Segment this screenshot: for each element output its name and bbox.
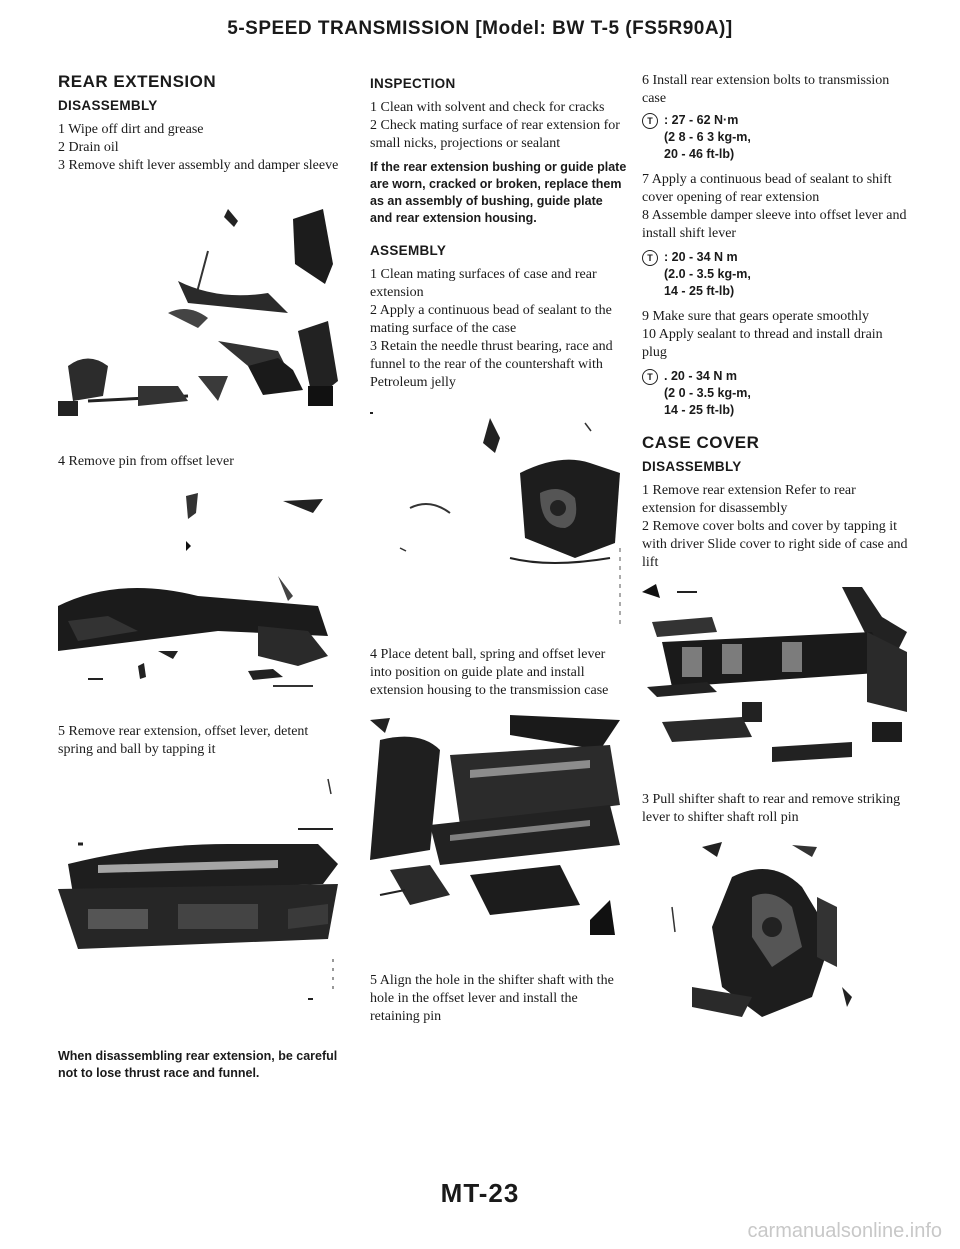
figure-case-cover: [642, 582, 910, 777]
figure-shift-lever: [58, 181, 340, 439]
torque-wrench-icon: T: [642, 113, 658, 129]
step-item: 5 Align the hole in the shifter shaft with the hole in the offset lever and install the retaining pin: [370, 973, 614, 1024]
step-item: 3 Remove shift lever assembly and damper sleeve: [58, 158, 339, 173]
step-item: 1 Clean with solvent and check for cracks: [370, 100, 605, 115]
inspection-note: If the rear extension bushing or guide plate are worn, cracked or broken, replace them as an assembly of bushing, guide plate and rear extension housing.: [370, 160, 627, 225]
step-item: 3 Retain the needle thrust bearing, race and funnel to the rear of the countershaft with Petroleum jelly: [370, 339, 613, 390]
torque-spec: [642, 368, 910, 419]
step-item: 4 Place detent ball, spring and offset lever into position on guide plate and install extension housing to the transmission case: [370, 647, 609, 698]
column-middle: [370, 72, 628, 1026]
torque-value: 20 - 46 ft-lb): [664, 147, 735, 161]
figure-detent-ball: [370, 710, 628, 960]
figure-thrust-bearing: [370, 398, 628, 636]
torque-value: (2 0 - 3.5 kg-m,: [664, 386, 751, 400]
step-item: 6 Install rear extension bolts to transmission case: [642, 73, 890, 106]
step-item: 1 Wipe off dirt and grease: [58, 122, 204, 137]
step-item: 4 Remove pin from offset lever: [58, 454, 234, 469]
torque-value: 14 - 25 ft-lb): [664, 284, 735, 298]
step-item: 2 Remove cover bolts and cover by tapping it with driver Slide cover to right side of case and lift: [642, 519, 908, 570]
torque-spec: [642, 112, 910, 163]
subheading-disassembly: DISASSEMBLY: [58, 98, 158, 113]
step-item: 2 Check mating surface of rear extension for small nicks, projections or sealant: [370, 118, 620, 151]
page-header: 5-SPEED TRANSMISSION [Model: BW T-5 (FS5R90A)]: [227, 18, 733, 39]
torque-value: (2 8 - 6 3 kg-m,: [664, 130, 751, 144]
subheading-assembly: ASSEMBLY: [370, 243, 447, 258]
step-list: [58, 121, 340, 175]
figure-shifter-shaft: [642, 837, 910, 1037]
step-item: 2 Apply a continuous bead of sealant to the mating surface of the case: [370, 303, 612, 336]
step-item: 5 Remove rear extension, offset lever, detent spring and ball by tapping it: [58, 724, 309, 757]
section-title-case-cover: CASE COVER: [642, 433, 760, 452]
step-list: [642, 171, 910, 243]
figure-offset-lever-pin: [58, 481, 340, 711]
step-item: 8 Assemble damper sleeve into offset lever and install shift lever: [642, 208, 907, 241]
torque-wrench-icon: T: [642, 250, 658, 266]
step-item: 2 Drain oil: [58, 140, 119, 155]
step-item: 1 Clean mating surfaces of case and rear extension: [370, 267, 597, 300]
step-item: 9 Make sure that gears operate smoothly: [642, 309, 870, 324]
subheading-inspection: INSPECTION: [370, 76, 456, 91]
figure-rear-extension-removal: [58, 769, 340, 1034]
section-title-rear-extension: REAR EXTENSION: [58, 72, 217, 91]
torque-value: : 20 - 34 N m: [664, 250, 738, 264]
step-list: [370, 266, 628, 392]
torque-value: (2.0 - 3.5 kg-m,: [664, 267, 751, 281]
step-item: 1 Remove rear extension Refer to rear extension for disassembly: [642, 483, 856, 516]
watermark: carmanualsonline.info: [747, 1220, 942, 1242]
step-item: 10 Apply sealant to thread and install drain plug: [642, 327, 883, 360]
torque-spec: [642, 249, 910, 300]
subheading-disassembly: DISASSEMBLY: [642, 459, 742, 474]
page-number: MT-23: [440, 1178, 520, 1208]
column-left: [58, 72, 340, 1092]
step-list: [642, 308, 910, 362]
column-right: [642, 72, 910, 1037]
torque-value: . 20 - 34 N m: [664, 369, 737, 383]
step-list: [370, 99, 628, 153]
step-item: 7 Apply a continuous bead of sealant to shift cover opening of rear extension: [642, 172, 892, 205]
caution-note: When disassembling rear extension, be careful not to lose thrust race and funnel.: [58, 1049, 338, 1080]
torque-wrench-icon: T: [642, 369, 658, 385]
step-list: [642, 482, 910, 572]
torque-value: 14 - 25 ft-lb): [664, 403, 735, 417]
torque-value: : 27 - 62 N·m: [664, 113, 739, 127]
step-item: 3 Pull shifter shaft to rear and remove striking lever to shifter shaft roll pin: [642, 792, 901, 825]
